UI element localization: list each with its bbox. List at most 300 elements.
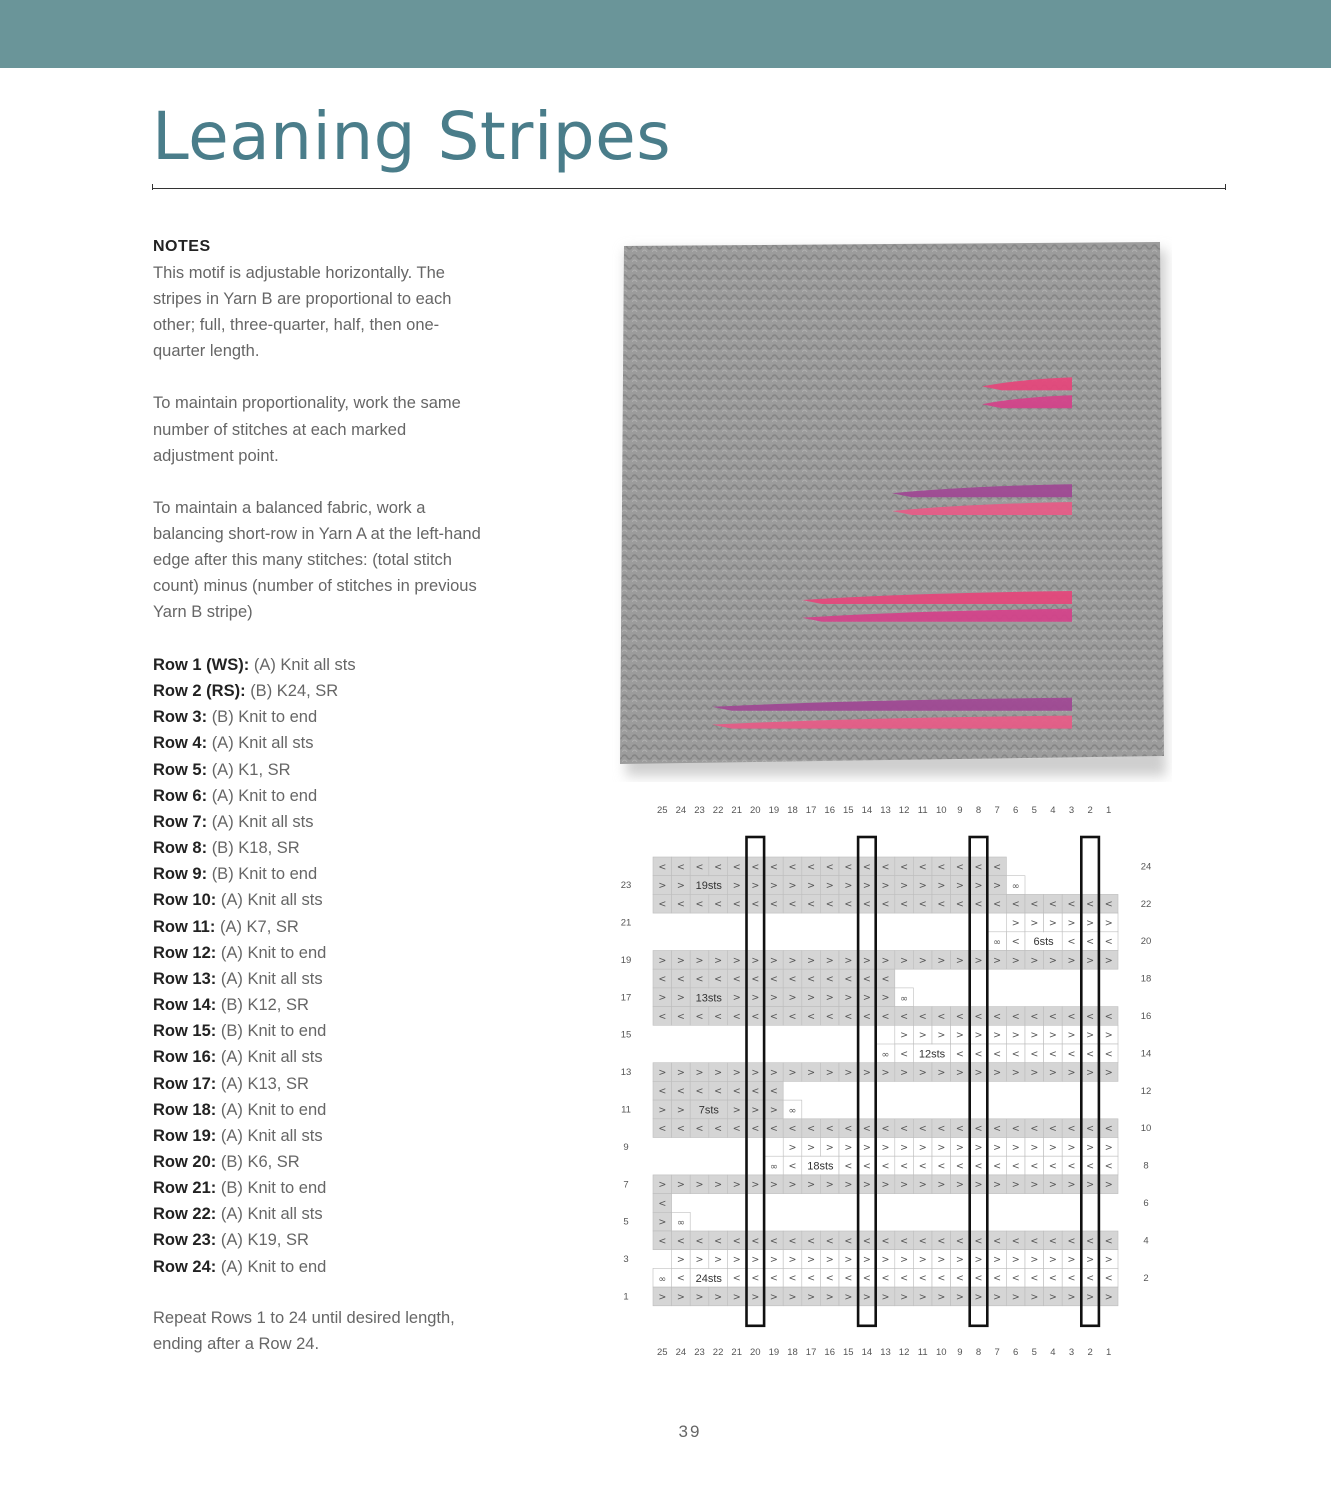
- stitch-symbol: <: [658, 973, 667, 985]
- row-text: (A) Knit all sts: [220, 969, 323, 988]
- stitch-symbol: <: [676, 899, 685, 911]
- short-row-symbol: ∞: [676, 1217, 685, 1229]
- stitch-count-label: 24sts: [695, 1272, 722, 1285]
- stitch-symbol: >: [1067, 1291, 1076, 1303]
- notes-paragraph: To maintain a balanced fabric, work a balancing short-row in Yarn A at the left-hand edge after this many stitches: (total stitch count) minus (number of stitches in previous Yarn B stripe): [153, 498, 481, 622]
- stitch-symbol: <: [1067, 1048, 1076, 1060]
- row-number-label: 15: [620, 1029, 632, 1041]
- stitch-symbol: <: [714, 1011, 723, 1023]
- stitch-symbol: <: [807, 1123, 816, 1135]
- stitch-symbol: <: [900, 1273, 909, 1285]
- column-label: 8: [975, 1347, 982, 1358]
- row-text: (A) Knit to end: [220, 1100, 327, 1119]
- stitch-symbol: <: [862, 861, 871, 873]
- stitch-symbol: >: [658, 1104, 667, 1116]
- stitch-symbol: <: [1104, 1160, 1113, 1172]
- stitch-symbol: >: [1104, 917, 1113, 929]
- column-label: 16: [824, 1347, 835, 1358]
- stitch-symbol: >: [1086, 1067, 1095, 1079]
- stitch-symbol: >: [788, 1142, 797, 1154]
- column-label: 19: [768, 805, 780, 816]
- stitch-symbol: >: [807, 1291, 816, 1303]
- stitch-symbol: <: [1086, 899, 1095, 911]
- short-row-symbol: ∞: [1011, 881, 1020, 893]
- stitch-symbol: >: [676, 880, 685, 892]
- stitch-symbol: <: [1067, 936, 1076, 948]
- stitch-symbol: <: [900, 1048, 909, 1060]
- stitch-symbol: <: [1011, 1235, 1020, 1247]
- row-instruction: [153, 652, 493, 678]
- stitch-symbol: <: [825, 899, 834, 911]
- row-instruction: [153, 1044, 493, 1070]
- stitch-symbol: <: [881, 973, 890, 985]
- stitch-symbol: >: [1104, 1291, 1113, 1303]
- column-label: 13: [880, 805, 891, 816]
- stitch-symbol: <: [1067, 899, 1076, 911]
- stitch-symbol: >: [844, 955, 853, 967]
- stitch-symbol: <: [881, 1123, 890, 1135]
- stitch-symbol: <: [676, 973, 685, 985]
- row-instruction: [153, 1175, 493, 1201]
- stitch-symbol: <: [714, 1086, 723, 1098]
- stitch-symbol: <: [825, 1235, 834, 1247]
- stitch-symbol: <: [900, 1011, 909, 1023]
- row-text: (A) Knit to end: [220, 943, 327, 962]
- stitch-symbol: >: [732, 1104, 741, 1116]
- stitch-symbol: >: [1104, 1067, 1113, 1079]
- short-row-symbol: ∞: [881, 1049, 890, 1061]
- column-label: 5: [1031, 805, 1037, 816]
- row-number-label: 18: [1140, 973, 1152, 985]
- column-label: 23: [694, 1347, 705, 1358]
- stitch-symbol: <: [1048, 1048, 1057, 1060]
- stitch-symbol: >: [1086, 1142, 1095, 1154]
- stitch-symbol: <: [937, 1160, 946, 1172]
- stitch-symbol: <: [769, 1086, 778, 1098]
- column-label: 15: [843, 1347, 854, 1358]
- stitch-symbol: >: [900, 955, 909, 967]
- stitch-symbol: <: [881, 899, 890, 911]
- stitch-symbol: <: [900, 1123, 909, 1135]
- stitch-symbol: <: [658, 1011, 667, 1023]
- column-label: 7: [994, 805, 1000, 816]
- stitch-symbol: >: [993, 1142, 1002, 1154]
- stitch-symbol: <: [1086, 936, 1095, 948]
- stitch-symbol: <: [881, 1235, 890, 1247]
- stitch-symbol: >: [1011, 1291, 1020, 1303]
- stitch-symbol: <: [844, 899, 853, 911]
- stitch-symbol: >: [862, 1179, 871, 1191]
- row-number-label: 6: [1143, 1197, 1149, 1209]
- stitch-symbol: >: [807, 1067, 816, 1079]
- stitch-symbol: >: [1048, 1142, 1057, 1154]
- row-number-label: 4: [1143, 1235, 1149, 1247]
- stitch-symbol: >: [769, 880, 778, 892]
- row-instruction: [153, 887, 493, 913]
- stitch-symbol: <: [993, 1160, 1002, 1172]
- stitch-symbol: <: [955, 1273, 964, 1285]
- row-label: Row 5:: [153, 760, 208, 779]
- stitch-symbol: <: [1011, 899, 1020, 911]
- row-text: (A) Knit all sts: [211, 734, 314, 753]
- stitch-symbol: <: [732, 1086, 741, 1098]
- stitch-symbol: >: [1011, 1030, 1020, 1042]
- stitch-symbol: >: [732, 1067, 741, 1079]
- stitch-symbol: <: [769, 1011, 778, 1023]
- stitch-symbol: >: [844, 1291, 853, 1303]
- stitch-symbol: >: [714, 955, 723, 967]
- stitch-symbol: <: [769, 861, 778, 873]
- stitch-symbol: >: [1086, 1179, 1095, 1191]
- row-number-label: 7: [623, 1179, 629, 1191]
- stitch-symbol: <: [1011, 1160, 1020, 1172]
- stitch-symbol: >: [974, 1142, 983, 1154]
- stitch-symbol: >: [1067, 1254, 1076, 1266]
- stitch-symbol: <: [1011, 936, 1020, 948]
- stitch-symbol: <: [732, 973, 741, 985]
- stitch-symbol: >: [751, 1179, 760, 1191]
- stitch-symbol: <: [937, 861, 946, 873]
- stitch-symbol: >: [955, 1291, 964, 1303]
- stitch-symbol: <: [658, 1123, 667, 1135]
- stitch-symbol: >: [955, 1142, 964, 1154]
- stitch-symbol: <: [862, 1123, 871, 1135]
- stitch-symbol: >: [788, 1067, 797, 1079]
- stitch-symbol: <: [1011, 1011, 1020, 1023]
- row-label: Row 2 (RS):: [153, 682, 246, 701]
- column-label: 3: [1068, 1347, 1075, 1358]
- stitch-symbol: <: [788, 973, 797, 985]
- stitch-symbol: >: [732, 1291, 741, 1303]
- column-label: 11: [917, 805, 928, 816]
- swatch-fabric: [620, 242, 1164, 764]
- stitch-symbol: >: [955, 880, 964, 892]
- stitch-symbol: <: [825, 1011, 834, 1023]
- stitch-symbol: <: [1030, 899, 1039, 911]
- chart-column-labels-top: [657, 805, 1111, 816]
- stitch-symbol: <: [1030, 1273, 1039, 1285]
- row-number-label: 12: [1140, 1085, 1152, 1097]
- stitch-symbol: <: [1048, 1235, 1057, 1247]
- row-label: Row 3:: [153, 708, 208, 727]
- stitch-symbol: >: [1104, 1030, 1113, 1042]
- stitch-symbol: <: [658, 899, 667, 911]
- stitch-symbol: >: [1030, 1030, 1039, 1042]
- stitch-symbol: <: [676, 861, 685, 873]
- stitch-symbol: <: [1104, 1011, 1113, 1023]
- row-number-label: 23: [620, 880, 632, 892]
- row-text: (B) Knit to end: [211, 865, 318, 884]
- stitch-symbol: <: [900, 1160, 909, 1172]
- stitch-symbol: >: [844, 880, 853, 892]
- stitch-symbol: >: [769, 1179, 778, 1191]
- stitch-symbol: >: [658, 1217, 667, 1229]
- column-label: 25: [657, 1347, 668, 1358]
- stitch-symbol: <: [862, 1273, 871, 1285]
- stitch-symbol: >: [751, 955, 760, 967]
- stitch-symbol: <: [900, 899, 909, 911]
- stitch-symbol: <: [751, 973, 760, 985]
- stitch-symbol: <: [751, 861, 760, 873]
- stitch-symbol: >: [881, 1067, 890, 1079]
- stitch-symbol: >: [900, 1179, 909, 1191]
- stitch-symbol: <: [955, 1235, 964, 1247]
- stitch-symbol: <: [732, 1235, 741, 1247]
- stitch-symbol: >: [825, 1179, 834, 1191]
- stitch-symbol: <: [769, 1123, 778, 1135]
- stitch-symbol: >: [751, 1067, 760, 1079]
- stitch-symbol: <: [807, 973, 816, 985]
- stitch-symbol: >: [993, 1067, 1002, 1079]
- row-label: Row 17:: [153, 1074, 217, 1093]
- stitch-symbol: >: [658, 992, 667, 1004]
- stitch-symbol: >: [732, 1179, 741, 1191]
- stitch-symbol: >: [695, 955, 704, 967]
- stitch-symbol: <: [974, 1235, 983, 1247]
- stitch-symbol: <: [862, 1011, 871, 1023]
- stitch-symbol: <: [714, 899, 723, 911]
- stitch-symbol: >: [974, 1254, 983, 1266]
- column-label: 4: [1050, 805, 1056, 816]
- stitch-symbol: >: [732, 992, 741, 1004]
- stitch-symbol: <: [695, 1086, 704, 1098]
- row-label: Row 21:: [153, 1179, 217, 1198]
- stitch-symbol: >: [918, 1030, 927, 1042]
- row-number-label: 17: [620, 992, 632, 1004]
- stitch-symbol: >: [769, 1104, 778, 1116]
- page-title: Leaning Stripes: [152, 98, 672, 175]
- stitch-symbol: >: [788, 955, 797, 967]
- stitch-symbol: <: [1030, 1048, 1039, 1060]
- row-number-label: 1: [623, 1291, 629, 1303]
- stitch-symbol: >: [825, 1291, 834, 1303]
- stitch-symbol: >: [788, 1254, 797, 1266]
- stitch-symbol: <: [788, 1123, 797, 1135]
- stitch-symbol: >: [1048, 1179, 1057, 1191]
- stitch-symbol: >: [881, 880, 890, 892]
- stitch-symbol: >: [844, 1254, 853, 1266]
- stitch-symbol: >: [1011, 1179, 1020, 1191]
- stitch-symbol: <: [844, 1160, 853, 1172]
- stitch-symbol: <: [937, 1011, 946, 1023]
- column-label: 17: [805, 805, 817, 816]
- stitch-symbol: <: [788, 1273, 797, 1285]
- stitch-symbol: >: [676, 1254, 685, 1266]
- row-text: (B) K6, SR: [220, 1152, 300, 1171]
- stitch-symbol: >: [695, 1254, 704, 1266]
- stitch-symbol: <: [881, 1011, 890, 1023]
- stitch-symbol: >: [1067, 1030, 1076, 1042]
- column-label: 3: [1068, 805, 1075, 816]
- row-label: Row 11:: [153, 917, 216, 936]
- short-row-symbol: ∞: [900, 993, 909, 1005]
- stitch-symbol: >: [974, 955, 983, 967]
- stitch-symbol: <: [788, 1011, 797, 1023]
- stitch-symbol: <: [732, 1011, 741, 1023]
- stitch-symbol: <: [1104, 1048, 1113, 1060]
- stitch-symbol: <: [937, 1273, 946, 1285]
- chart-row-labels-left: [621, 880, 632, 1302]
- stitch-symbol: >: [1011, 1254, 1020, 1266]
- stitch-symbol: <: [751, 899, 760, 911]
- stitch-symbol: >: [1067, 1179, 1076, 1191]
- row-instruction: [153, 809, 493, 835]
- stitch-symbol: >: [732, 955, 741, 967]
- row-instruction: [153, 783, 493, 809]
- stitch-symbol: >: [937, 1179, 946, 1191]
- stitch-symbol: <: [1086, 1235, 1095, 1247]
- row-instruction: [153, 940, 493, 966]
- stitch-symbol: <: [1067, 1160, 1076, 1172]
- column-label: 8: [975, 805, 982, 816]
- stitch-symbol: >: [807, 1142, 816, 1154]
- stitch-symbol: <: [825, 973, 834, 985]
- stitch-symbol: >: [993, 1179, 1002, 1191]
- stitch-symbol: >: [1104, 1254, 1113, 1266]
- stitch-symbol: >: [676, 1067, 685, 1079]
- row-instruction: [153, 861, 493, 887]
- row-instruction: [153, 1018, 493, 1044]
- column-label: 21: [731, 805, 742, 816]
- row-number-label: 14: [1140, 1048, 1152, 1060]
- row-label: Row 10:: [153, 891, 217, 910]
- row-number-label: 21: [620, 917, 632, 929]
- stitch-symbol: >: [937, 1291, 946, 1303]
- stitch-symbol: >: [862, 1291, 871, 1303]
- stitch-symbol: >: [769, 1254, 778, 1266]
- column-label: 18: [787, 1347, 798, 1358]
- stitch-symbol: <: [993, 1273, 1002, 1285]
- stitch-symbol: >: [769, 1291, 778, 1303]
- stitch-symbol: <: [1011, 1123, 1020, 1135]
- stitch-symbol: >: [788, 992, 797, 1004]
- stitch-symbol: >: [862, 955, 871, 967]
- stitch-symbol: >: [862, 1142, 871, 1154]
- stitch-symbol: >: [900, 1142, 909, 1154]
- stitch-symbol: <: [862, 973, 871, 985]
- stitch-symbol: <: [918, 1123, 927, 1135]
- stitch-symbol: >: [955, 1067, 964, 1079]
- stitch-symbol: >: [862, 880, 871, 892]
- stitch-symbol: <: [844, 1235, 853, 1247]
- stitch-symbol: >: [844, 1142, 853, 1154]
- stitch-symbol: >: [937, 1142, 946, 1154]
- column-label: 18: [787, 805, 798, 816]
- stitch-symbol: <: [788, 899, 797, 911]
- stitch-symbol: >: [918, 1067, 927, 1079]
- stitch-symbol: <: [955, 1011, 964, 1023]
- stitch-symbol: >: [1067, 917, 1076, 929]
- row-label: Row 15:: [153, 1022, 217, 1041]
- column-label: 19: [768, 1347, 780, 1358]
- row-text: (A) Knit all sts: [220, 1048, 323, 1067]
- title-rule: [152, 188, 1226, 189]
- stitch-count-label: 7sts: [698, 1104, 719, 1117]
- column-label: 14: [861, 805, 873, 816]
- stitch-symbol: <: [788, 1160, 797, 1172]
- stitch-symbol: >: [807, 1254, 816, 1266]
- row-number-label: 9: [623, 1141, 629, 1153]
- column-label: 15: [843, 805, 854, 816]
- column-label: 7: [994, 1347, 1000, 1358]
- row-instruction: [153, 678, 493, 704]
- stitch-symbol: <: [993, 899, 1002, 911]
- stitch-symbol: >: [974, 1030, 983, 1042]
- stitch-symbol: >: [974, 880, 983, 892]
- stitch-symbol: >: [676, 1291, 685, 1303]
- row-text: (A) Knit to end: [220, 1257, 327, 1276]
- stitch-symbol: <: [751, 1011, 760, 1023]
- stitch-symbol: >: [862, 1254, 871, 1266]
- stitch-symbol: >: [732, 880, 741, 892]
- stitch-symbol: >: [751, 880, 760, 892]
- stitch-symbol: <: [974, 1123, 983, 1135]
- stitch-symbol: >: [993, 955, 1002, 967]
- stitch-symbol: <: [1048, 1123, 1057, 1135]
- row-text: (A) K13, SR: [220, 1074, 309, 1093]
- stitch-symbol: >: [862, 992, 871, 1004]
- stitch-count-label: 6sts: [1033, 936, 1054, 949]
- stitch-symbol: >: [714, 1179, 723, 1191]
- row-number-label: 10: [1140, 1123, 1152, 1135]
- stitch-symbol: >: [955, 1030, 964, 1042]
- stitch-symbol: <: [676, 1123, 685, 1135]
- stitch-symbol: <: [1067, 1123, 1076, 1135]
- stitch-symbol: <: [695, 899, 704, 911]
- stitch-symbol: <: [1104, 936, 1113, 948]
- column-label: 10: [936, 1347, 947, 1358]
- stitch-symbol: >: [1048, 1254, 1057, 1266]
- stitch-symbol: <: [751, 1086, 760, 1098]
- stitch-symbol: <: [732, 899, 741, 911]
- stitch-symbol: <: [658, 1235, 667, 1247]
- short-row-symbol: ∞: [993, 937, 1002, 949]
- stitch-symbol: >: [937, 1254, 946, 1266]
- stitch-symbol: <: [714, 861, 723, 873]
- row-label: Row 19:: [153, 1126, 217, 1145]
- stitch-symbol: <: [918, 1011, 927, 1023]
- stitch-symbol: >: [955, 1179, 964, 1191]
- stitch-symbol: <: [881, 1160, 890, 1172]
- stitch-symbol: >: [1086, 917, 1095, 929]
- stitch-symbol: >: [937, 955, 946, 967]
- stitch-symbol: <: [676, 1011, 685, 1023]
- row-instructions: [153, 652, 493, 1280]
- row-label: Row 6:: [153, 786, 208, 805]
- chart-column-labels-bottom: [657, 1347, 1111, 1358]
- stitch-symbol: <: [1048, 899, 1057, 911]
- notes-section: [153, 234, 493, 651]
- row-text: (B) K12, SR: [220, 996, 309, 1015]
- row-label: Row 1 (WS):: [153, 656, 250, 674]
- row-instruction: [153, 835, 493, 861]
- row-label: Row 14:: [153, 996, 217, 1015]
- column-label: 20: [750, 1347, 761, 1358]
- stitch-count-label: 13sts: [695, 992, 722, 1005]
- stitch-symbol: >: [900, 1067, 909, 1079]
- stitch-symbol: <: [993, 861, 1002, 873]
- stitch-symbol: >: [807, 880, 816, 892]
- stitch-symbol: >: [1030, 1291, 1039, 1303]
- stitch-symbol: >: [1067, 1067, 1076, 1079]
- stitch-symbol: >: [1011, 917, 1020, 929]
- stitch-symbol: <: [751, 1123, 760, 1135]
- stitch-symbol: <: [1104, 1273, 1113, 1285]
- row-text: (A) K1, SR: [211, 760, 291, 779]
- stitch-symbol: >: [1048, 1291, 1057, 1303]
- row-number-label: 5: [623, 1216, 629, 1228]
- stitch-symbol: <: [714, 973, 723, 985]
